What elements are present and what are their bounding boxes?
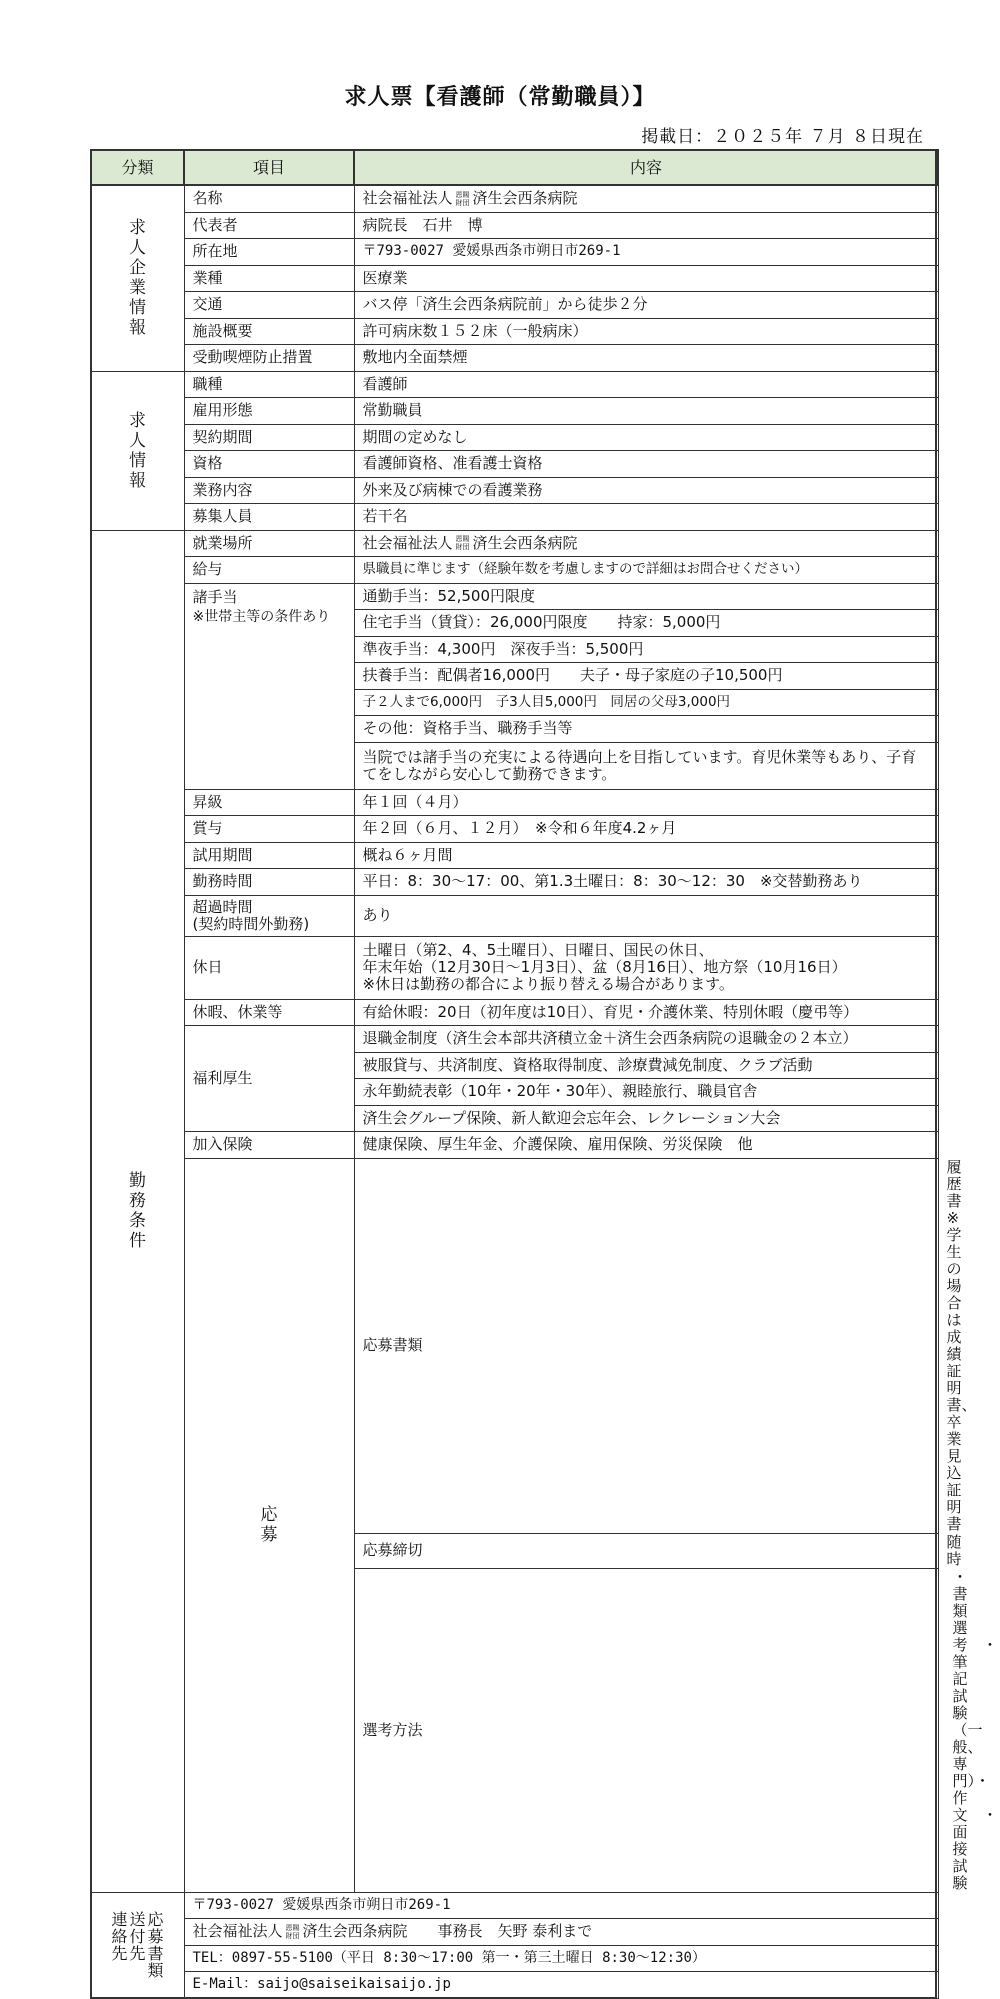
item-label: 福利厚生 — [184, 1026, 354, 1132]
item-label: 選考方法 — [354, 1568, 938, 1892]
org-type-mark: 恩賜 財団 — [285, 1923, 300, 1940]
table-row: 応募 応募書類 履歴書 ※学生の場合は成績証明書、卒業見込証明書 — [91, 1158, 938, 1533]
item-value: 〒793-0027 愛媛県西条市朔日市269-1 — [354, 239, 938, 266]
contact-org: 社会福祉法人 恩賜 財団 済生会西条病院 事務長 矢野 泰利まで — [184, 1919, 938, 1946]
item-value: 通勤手当：52,500円限度 — [354, 583, 938, 610]
item-label: 昇級 — [184, 789, 354, 816]
table-row — [91, 398, 938, 425]
table-row — [91, 1026, 938, 1053]
table-row — [91, 789, 938, 816]
item-label: 試用期間 — [184, 842, 354, 869]
table-row — [91, 816, 938, 843]
item-label: 契約期間 — [184, 424, 354, 451]
table-row — [91, 504, 938, 531]
item-label-overtime: 超過時間 (契約時間外勤務) — [184, 895, 354, 936]
table-row: 選考方法 ・書類選考 ・筆記試験（一般、専門）・作文 ・面接試験 — [91, 1568, 938, 1892]
page-title: 求人票【看護師（常勤職員）】 — [344, 85, 656, 110]
item-label: 勤務時間 — [184, 869, 354, 896]
item-value: 県職員に準じます（経験年数を考慮しますので詳細はお問合せください） — [354, 557, 938, 584]
item-value: 年２回（６月、１２月） ※令和６年度4.2ヶ月 — [354, 816, 938, 843]
table-row — [91, 371, 938, 398]
item-value: 年１回（４月） — [354, 789, 938, 816]
item-label: 所在地 — [184, 239, 354, 266]
item-label: 雇用形態 — [184, 398, 354, 425]
table-row: 応募締切 随時 — [91, 1533, 938, 1568]
table-row — [91, 999, 938, 1026]
item-value: 永年勤続表彰（10年・20年・30年）、親睦旅行、職員官舎 — [354, 1079, 938, 1106]
item-value: 看護師 — [354, 371, 938, 398]
table-row — [91, 1892, 938, 1919]
item-value: 外来及び病棟での看護業務 — [354, 477, 938, 504]
item-value: 平日：8：30～17：00、第1.3土曜日：8：30～12：30 ※交替勤務あり — [354, 869, 938, 896]
table-row — [91, 185, 938, 212]
table-row — [91, 1972, 938, 1999]
contact-tel: TEL：0897-55-5100（平日 8:30～17:00 第一・第三土曜日 8:30～12:30） — [184, 1945, 938, 1972]
table-row — [91, 265, 938, 292]
table-row — [91, 345, 938, 372]
category-job: 求人情報 — [91, 371, 184, 530]
table-row — [91, 842, 938, 869]
item-label: 受動喫煙防止措置 — [184, 345, 354, 372]
table-row — [91, 895, 938, 936]
item-value: 常勤職員 — [354, 398, 938, 425]
table-header-row — [91, 150, 938, 185]
item-label: 名称 — [184, 185, 354, 212]
job-posting-table — [90, 149, 998, 1999]
item-label: 就業場所 — [184, 530, 354, 557]
item-label: 業務内容 — [184, 477, 354, 504]
item-value: 被服貸与、共済制度、資格取得制度、診療費減免制度、クラブ活動 — [354, 1052, 938, 1079]
table-row — [91, 557, 938, 584]
item-value: 有給休暇：20日（初年度は10日）、育児・介護休業、特別休暇（慶弔等） — [354, 999, 938, 1026]
item-label: 給与 — [184, 557, 354, 584]
header-content: 内容 — [354, 150, 938, 185]
table-row — [91, 869, 938, 896]
header-category: 分類 — [91, 150, 184, 185]
item-label: 資格 — [184, 451, 354, 478]
table-row — [91, 530, 938, 557]
item-value: 期間の定めなし — [354, 424, 938, 451]
item-label: 賞与 — [184, 816, 354, 843]
item-value: 若干名 — [354, 504, 938, 531]
table-row — [91, 292, 938, 319]
item-value: 概ね６ヶ月間 — [354, 842, 938, 869]
header-item: 項目 — [184, 150, 354, 185]
item-label: 応募書類 — [354, 1158, 938, 1533]
item-value: その他：資格手当、職務手当等 — [354, 716, 938, 743]
item-value: 看護師資格、准看護士資格 — [354, 451, 938, 478]
table-row — [91, 477, 938, 504]
item-value: 健康保険、厚生年金、介護保険、雇用保険、労災保険 他 — [354, 1132, 938, 1159]
table-row — [91, 936, 938, 999]
org-type-mark: 恩賜 財団 — [455, 535, 470, 552]
item-value: 退職金制度（済生会本部共済積立金＋済生会西条病院の退職金の２本立） — [354, 1026, 938, 1053]
item-label: 業種 — [184, 265, 354, 292]
contact-address: 〒793-0027 愛媛県西条市朔日市269-1 — [184, 1892, 938, 1919]
item-value: あり — [354, 895, 938, 936]
item-value: 住宅手当（賃貸）：26,000円限度 持家：5,000円 — [354, 610, 938, 637]
item-value: 子２人まで6,000円 子3人目5,000円 同居の父母3,000円 — [354, 689, 938, 716]
table-row — [91, 1919, 938, 1946]
item-label: 加入保険 — [184, 1132, 354, 1159]
category-contact: 連絡先送付先応募書類 — [91, 1892, 184, 1998]
table-row — [91, 212, 938, 239]
item-label: 交通 — [184, 292, 354, 319]
item-label: 施設概要 — [184, 318, 354, 345]
item-value: 医療業 — [354, 265, 938, 292]
item-label: 職種 — [184, 371, 354, 398]
item-value: 許可病床数１５２床（一般病床） — [354, 318, 938, 345]
table-row — [91, 583, 938, 610]
item-label-allowances: 諸手当 ※世帯主等の条件あり — [184, 583, 354, 789]
item-label: 応募締切 — [354, 1533, 938, 1568]
item-label: 休暇、休業等 — [184, 999, 354, 1026]
item-value: 病院長 石井 博 — [354, 212, 938, 239]
table-row — [91, 318, 938, 345]
item-value: 社会福祉法人 恩賜 財団 済生会西条病院 — [354, 530, 938, 557]
contact-email[interactable]: E-Mail：saijo@saiseikaisaijo.jp — [184, 1972, 938, 1999]
item-value: 社会福祉法人 恩賜 財団 済生会西条病院 — [354, 185, 938, 212]
item-value: 済生会グループ保険、新人歓迎会忘年会、レクレーション大会 — [354, 1105, 938, 1132]
posting-date: 掲載日：２０２５年 ７月 ８日現在 — [641, 127, 924, 147]
item-label: 休日 — [184, 936, 354, 999]
category-application: 応募 — [184, 1158, 354, 1892]
item-value-holidays: 土曜日（第2、4、5土曜日）、日曜日、国民の休日、 年末年始（12月30日～1月3日）、盆（8月16日）、地方祭（10月16日） ※休日は勤務の都合により振り替える場合があります。 — [354, 936, 938, 999]
item-value: 扶養手当：配偶者16,000円 夫子・母子家庭の子10,500円 — [354, 663, 938, 690]
item-value: 敷地内全面禁煙 — [354, 345, 938, 372]
table-row — [91, 1132, 938, 1159]
category-company: 求人企業情報 — [91, 185, 184, 371]
table-row — [91, 239, 938, 266]
item-value: 準夜手当：4,300円 深夜手当：5,500円 — [354, 636, 938, 663]
item-label: 代表者 — [184, 212, 354, 239]
table-row — [91, 1945, 938, 1972]
org-type-mark: 恩賜 財団 — [455, 190, 470, 207]
item-label: 募集人員 — [184, 504, 354, 531]
category-conditions: 勤務条件 — [91, 530, 184, 1892]
table-row — [91, 451, 938, 478]
table-row — [91, 424, 938, 451]
item-value: 当院では諸手当の充実による待遇向上を目指しています。育児休業等もあり、子育てをしながら安心して勤務できます。 — [354, 742, 938, 789]
item-value: バス停「済生会西条病院前」から徒歩２分 — [354, 292, 938, 319]
